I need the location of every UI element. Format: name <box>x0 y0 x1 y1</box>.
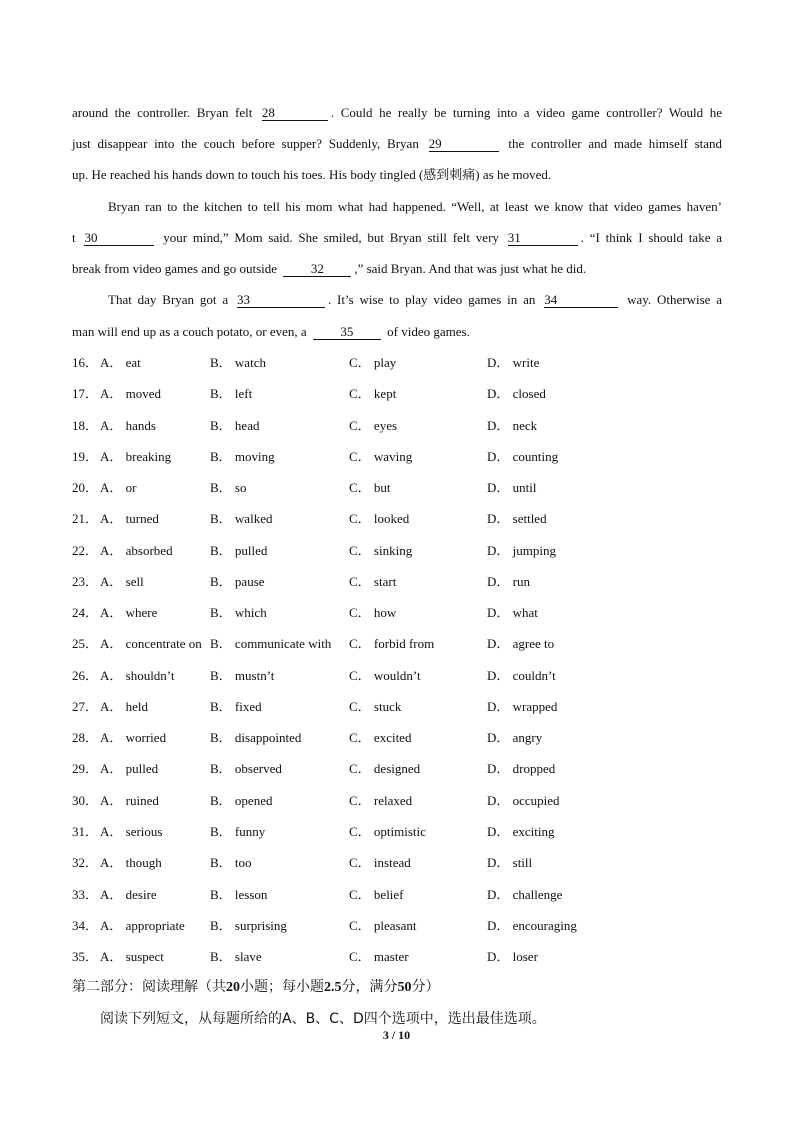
passage-text: . Could he really be turning into a video game controller? Would he <box>330 105 722 120</box>
question-number: 33． <box>72 887 99 902</box>
option-d: D． still <box>487 855 533 870</box>
option-d: D． counting <box>487 449 559 464</box>
option-a: A． appropriate <box>100 918 185 933</box>
option-d: D． occupied <box>487 793 560 808</box>
question-row <box>72 449 732 465</box>
blank-30: 30 <box>84 231 154 246</box>
passage-text: the controller and made himself stand <box>508 136 723 151</box>
passage-text: . “I think I should take a <box>580 230 723 245</box>
option-c: C． play <box>349 355 397 370</box>
option-a: A． suspect <box>100 949 164 964</box>
page-number: 3 / 10 <box>382 1028 411 1042</box>
option-b: B． fixed <box>210 699 262 714</box>
passage-line-6 <box>72 261 722 277</box>
passage-text: just disappear into the couch before supper? Suddenly, Bryan <box>72 136 419 151</box>
passage-line-8 <box>72 324 722 340</box>
question-row <box>72 511 732 527</box>
option-d: D． settled <box>487 511 547 526</box>
option-c: C． instead <box>349 855 411 870</box>
passage-line-5 <box>72 230 722 246</box>
section-total: 50 <box>397 980 412 995</box>
option-a: A． eat <box>100 355 141 370</box>
question-number: 35． <box>72 949 99 964</box>
blank-34: 34 <box>544 293 618 308</box>
question-number: 19． <box>72 449 99 464</box>
question-number: 21． <box>72 511 99 526</box>
option-b: B． moving <box>210 449 275 464</box>
passage-text: That day Bryan got a <box>108 292 229 307</box>
passage-line-3: up. He reached his hands down to touch his toes. His body tingled (感到刺痛) as he moved. <box>72 167 552 182</box>
option-d: D． challenge <box>487 887 563 902</box>
option-b: B． communicate with <box>210 636 332 651</box>
question-row <box>72 918 732 934</box>
question-number: 28． <box>72 730 99 745</box>
option-b: B． funny <box>210 824 266 839</box>
question-row <box>72 574 732 590</box>
question-number: 16． <box>72 355 99 370</box>
passage-line-4: Bryan ran to the kitchen to tell his mom what had happened. “Well, at least we know that video games haven’ <box>108 199 722 214</box>
section-text: 小题；每小题 <box>240 979 324 995</box>
passage-text: of video games. <box>387 324 470 339</box>
option-c: C． kept <box>349 386 397 401</box>
option-d: D． wrapped <box>487 699 558 714</box>
option-c: C． optimistic <box>349 824 426 839</box>
option-a: A． or <box>100 480 137 495</box>
question-number: 18． <box>72 418 99 433</box>
passage-text: your mind,” Mom said. She smiled, but Bryan still felt very <box>163 230 499 245</box>
option-b: B． disappointed <box>210 730 302 745</box>
passage-text: t <box>72 230 76 245</box>
option-a: A． absorbed <box>100 543 173 558</box>
option-a: A． though <box>100 855 162 870</box>
option-a: A． desire <box>100 887 157 902</box>
option-a: A． hands <box>100 418 156 433</box>
option-d: D． closed <box>487 386 546 401</box>
option-a: A． moved <box>100 386 162 401</box>
option-c: C． excited <box>349 730 412 745</box>
blank-33: 33 <box>237 293 325 308</box>
section-text: 分，满分 <box>341 979 398 995</box>
question-number: 22． <box>72 543 99 558</box>
option-c: C． but <box>349 480 391 495</box>
question-number: 34． <box>72 918 99 933</box>
blank-35: 35 <box>313 325 381 340</box>
question-number: 24． <box>72 605 99 620</box>
question-row <box>72 543 732 559</box>
passage-line-1 <box>72 105 722 121</box>
question-row <box>72 355 732 371</box>
option-d: D． jumping <box>487 543 556 558</box>
option-a: A． turned <box>100 511 159 526</box>
passage-line-7 <box>108 292 722 308</box>
question-number: 23． <box>72 574 99 589</box>
option-a: A． held <box>100 699 149 714</box>
question-row <box>72 386 732 402</box>
option-b: B． which <box>210 605 267 620</box>
question-number: 25． <box>72 636 99 651</box>
option-c: C． forbid from <box>349 636 435 651</box>
section-heading <box>72 978 440 997</box>
passage-text: man will end up as a couch potato, or even, a <box>72 324 307 339</box>
option-d: D． exciting <box>487 824 555 839</box>
option-d: D． until <box>487 480 537 495</box>
option-b: B． surprising <box>210 918 287 933</box>
option-b: B． mustn’t <box>210 668 275 683</box>
option-c: C． eyes <box>349 418 398 433</box>
passage-text: . It’s wise to play video games in an <box>327 292 536 307</box>
option-c: C． master <box>349 949 409 964</box>
question-row <box>72 605 732 621</box>
option-c: C． waving <box>349 449 413 464</box>
option-a: A． where <box>100 605 158 620</box>
blank-31: 31 <box>508 231 578 246</box>
option-c: C． wouldn’t <box>349 668 421 683</box>
option-b: B． lesson <box>210 887 268 902</box>
question-row <box>72 636 732 652</box>
option-a: A． concentrate on <box>100 636 202 651</box>
option-b: B． pulled <box>210 543 268 558</box>
option-d: D． angry <box>487 730 543 745</box>
option-c: C． stuck <box>349 699 402 714</box>
blank-28: 28 <box>262 106 328 121</box>
option-d: D． couldn’t <box>487 668 556 683</box>
option-c: C． relaxed <box>349 793 413 808</box>
option-a: A． ruined <box>100 793 159 808</box>
option-b: B． left <box>210 386 253 401</box>
question-row <box>72 761 732 777</box>
passage-line-2 <box>72 136 722 152</box>
question-number: 20． <box>72 480 99 495</box>
option-c: C． looked <box>349 511 410 526</box>
passage-text: ,” said Bryan. And that was just what he did. <box>354 261 587 276</box>
blank-32: 32 <box>283 262 351 277</box>
option-c: C． pleasant <box>349 918 417 933</box>
question-row <box>72 418 732 434</box>
option-a: A． breaking <box>100 449 172 464</box>
question-number: 30． <box>72 793 99 808</box>
question-row <box>72 793 732 809</box>
option-d: D． dropped <box>487 761 556 776</box>
question-number: 17． <box>72 386 99 401</box>
question-row <box>72 730 732 746</box>
reading-instruction: 阅读下列短文，从每题所给的A、B、C、D四个选项中，选出最佳选项。 <box>100 1011 546 1027</box>
question-number: 32． <box>72 855 99 870</box>
option-b: B． head <box>210 418 260 433</box>
option-b: B． so <box>210 480 247 495</box>
option-c: C． belief <box>349 887 404 902</box>
passage-text: break from video games and go outside <box>72 261 278 276</box>
question-row <box>72 949 732 965</box>
option-d: D． what <box>487 605 538 620</box>
option-b: B． pause <box>210 574 265 589</box>
option-a: A． shouldn’t <box>100 668 175 683</box>
section-text: 第二部分：阅读理解（共 <box>72 979 226 995</box>
question-number: 27． <box>72 699 99 714</box>
question-row <box>72 887 732 903</box>
section-points: 2.5 <box>324 980 342 995</box>
option-c: C． designed <box>349 761 421 776</box>
question-row <box>72 824 732 840</box>
question-row <box>72 855 732 871</box>
option-b: B． observed <box>210 761 282 776</box>
option-d: D． encouraging <box>487 918 577 933</box>
passage-text: around the controller. Bryan felt <box>72 105 253 120</box>
option-a: A． pulled <box>100 761 159 776</box>
option-a: A． serious <box>100 824 163 839</box>
question-number: 26． <box>72 668 99 683</box>
question-number: 31． <box>72 824 99 839</box>
option-b: B． watch <box>210 355 266 370</box>
question-row <box>72 699 732 715</box>
option-c: C． how <box>349 605 397 620</box>
section-count: 20 <box>226 980 240 995</box>
option-d: D． write <box>487 355 540 370</box>
option-a: A． sell <box>100 574 144 589</box>
question-number: 29． <box>72 761 99 776</box>
option-b: B． too <box>210 855 252 870</box>
section-text: 分） <box>411 979 440 995</box>
option-c: C． start <box>349 574 397 589</box>
option-b: B． walked <box>210 511 273 526</box>
option-a: A． worried <box>100 730 167 745</box>
passage-text: way. Otherwise a <box>627 292 723 307</box>
option-d: D． neck <box>487 418 538 433</box>
option-c: C． sinking <box>349 543 413 558</box>
question-row <box>72 480 732 496</box>
option-d: D． loser <box>487 949 538 964</box>
option-b: B． slave <box>210 949 262 964</box>
option-d: D． run <box>487 574 530 589</box>
option-b: B． opened <box>210 793 273 808</box>
blank-29: 29 <box>429 137 499 152</box>
option-d: D． agree to <box>487 636 555 651</box>
question-row <box>72 668 732 684</box>
